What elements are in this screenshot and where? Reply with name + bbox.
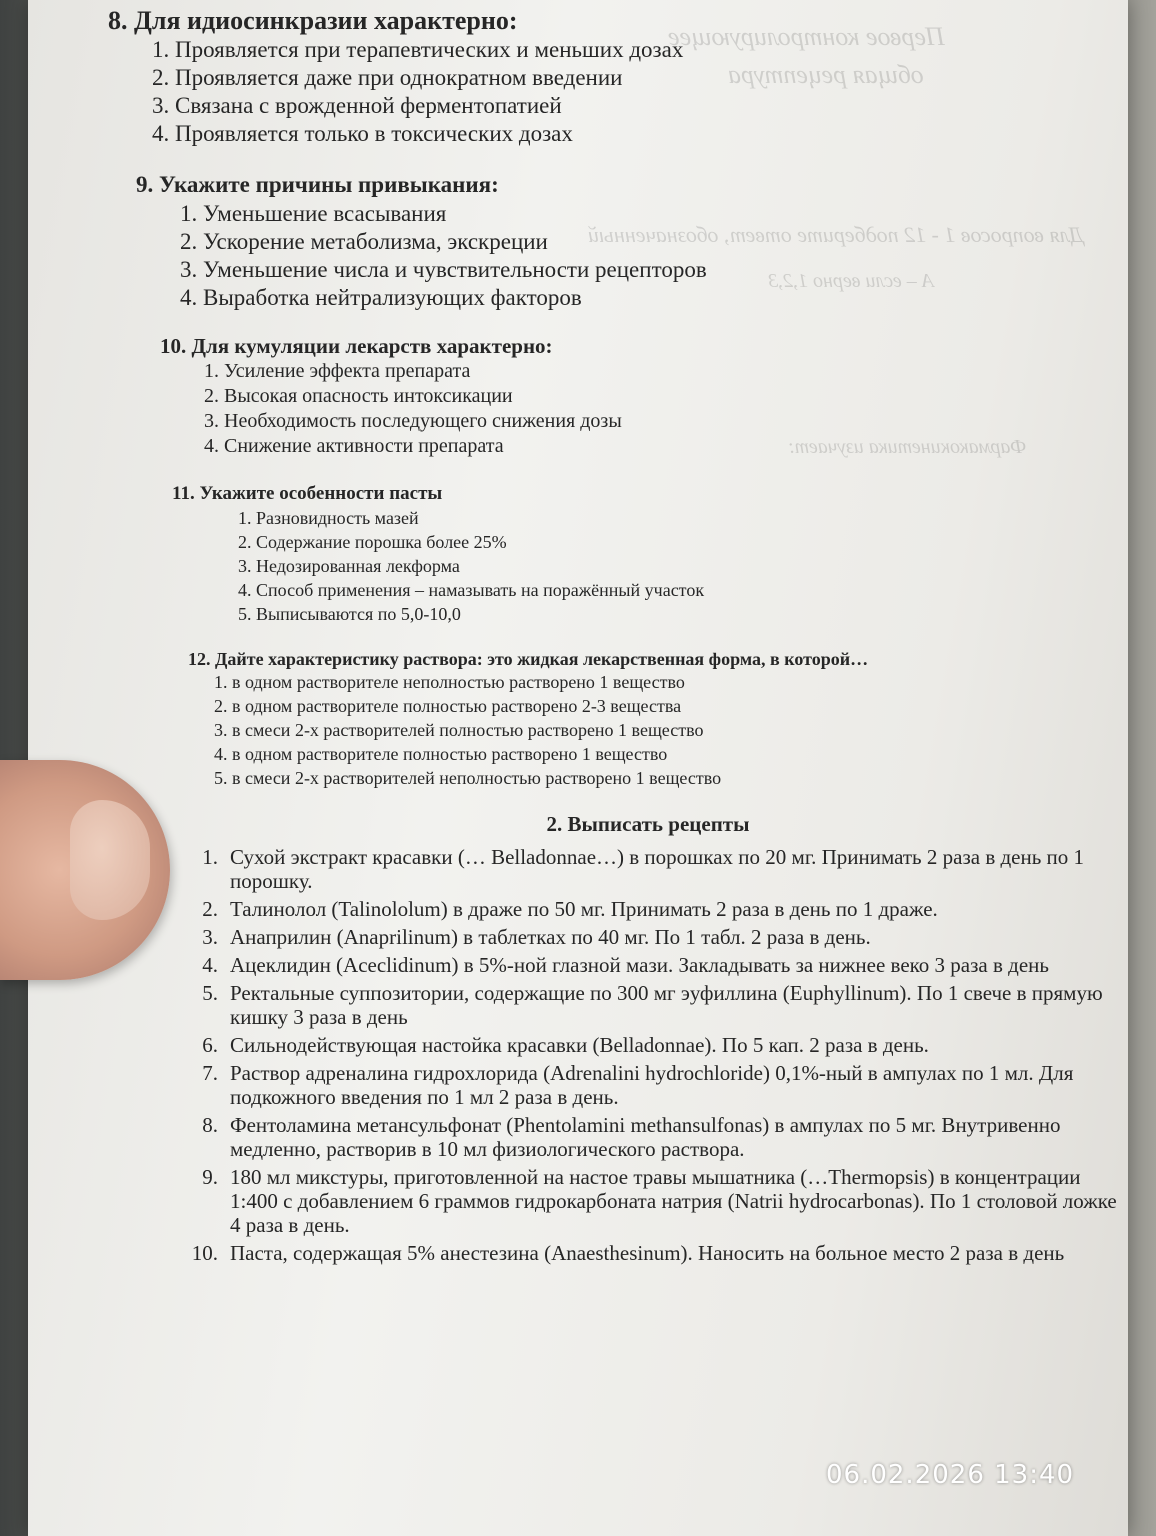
prescription-item bbox=[168, 1113, 1128, 1161]
prescription-text: Сильнодействующая настойка красавки (Belladonnae). По 5 кап. 2 раза в день. bbox=[230, 1033, 929, 1057]
prescription-text: Сухой экстракт красавки (… Belladonnae…) в порошках по 20 мг. Принимать 2 раза в день по 1 порошку. bbox=[230, 845, 1085, 893]
prescription-number: 8. bbox=[202, 1113, 218, 1137]
bleed-through-text: Первое контролирующее bbox=[668, 22, 945, 51]
prescription-number: 7. bbox=[202, 1061, 218, 1085]
prescription-item bbox=[168, 1061, 1128, 1109]
prescription-text: Анаприлин (Anaprilinum) в таблетках по 40 мг. По 1 табл. 2 раза в день. bbox=[230, 925, 871, 949]
option: 5. в смеси 2-х растворителей неполностью растворено 1 вещество bbox=[214, 768, 722, 788]
option: 3. Уменьшение числа и чувствительности рецепторов bbox=[180, 257, 707, 282]
prescription-number: 2. bbox=[202, 897, 218, 921]
document-content bbox=[108, 6, 1118, 1269]
option: 4. Проявляется только в токсических дозах bbox=[152, 121, 573, 146]
option: 1. в одном растворителе неполностью растворено 1 вещество bbox=[214, 672, 685, 692]
prescription-text: Паста, содержащая 5% анестезина (Anaesthesinum). Наносить на больное место 2 раза в день bbox=[230, 1241, 1065, 1265]
option: 3. Связана с врожденной ферментопатией bbox=[152, 93, 562, 118]
section-title: 2. Выписать рецепты bbox=[546, 812, 750, 836]
bleed-through-text: общая рецептура bbox=[728, 60, 924, 89]
question-title: 11. Укажите особенности пасты bbox=[172, 483, 443, 504]
question-title: 12. Дайте характеристику раствора: это жидкая лекарственная форма, в которой… bbox=[188, 649, 869, 669]
option: 3. в смеси 2-х растворителей полностью растворено 1 вещество bbox=[214, 720, 704, 740]
option: 1. Усиление эффекта препарата bbox=[204, 360, 471, 382]
option: 3. Недозированная лекформа bbox=[238, 556, 460, 576]
paper-sheet bbox=[28, 0, 1128, 1536]
question-8 bbox=[108, 6, 1118, 148]
photo-timestamp: 06.02.2026 13:40 bbox=[826, 1460, 1075, 1490]
question-title: 8. Для идиосинкразии характерно: bbox=[108, 6, 518, 35]
option: 2. в одном растворителе полностью растворено 2-3 вещества bbox=[214, 696, 682, 716]
prescription-item bbox=[168, 981, 1128, 1029]
bleed-through-text: Фармакокинетика изучает: bbox=[788, 436, 1027, 458]
question-title: 10. Для кумуляции лекарств характерно: bbox=[160, 334, 553, 358]
option: 2. Высокая опасность интоксикации bbox=[204, 385, 513, 407]
prescription-text: Ректальные суппозитории, содержащие по 300 мг эуфиллина (Euphyllinum). По 1 свече в прямую кишку 3 раза в день bbox=[230, 981, 1103, 1029]
question-9 bbox=[108, 170, 1118, 312]
prescription-item bbox=[168, 897, 1128, 921]
option: 2. Проявляется даже при однократном введении bbox=[152, 65, 623, 90]
option: 4. Выработка нейтрализующих факторов bbox=[180, 285, 582, 310]
thumbnail-nail bbox=[70, 800, 150, 920]
option: 1. Уменьшение всасывания bbox=[180, 201, 447, 226]
option: 2. Содержание порошка более 25% bbox=[238, 532, 507, 552]
prescription-item bbox=[168, 845, 1128, 893]
prescription-text: Фентоламина метансульфонат (Phentolamini methansulfonas) в ампулах по 5 мг. Внутривенно медленно, растворив в 10 мл физиологического раствора. bbox=[230, 1113, 1061, 1161]
option: 1. Проявляется при терапевтических и меньших дозах bbox=[152, 37, 684, 62]
prescription-item bbox=[168, 925, 1128, 949]
prescription-number: 10. bbox=[191, 1241, 218, 1265]
prescription-text: Ацеклидин (Aceclidinum) в 5%-ной глазной мази. Закладывать за нижнее веко 3 раза в день bbox=[230, 953, 1049, 977]
prescription-number: 4. bbox=[202, 953, 218, 977]
option: 4. Снижение активности препарата bbox=[204, 435, 504, 457]
prescription-item bbox=[168, 1241, 1128, 1265]
question-title: 9. Укажите причины привыкания: bbox=[136, 172, 499, 197]
question-10 bbox=[108, 334, 1118, 459]
prescription-number: 6. bbox=[202, 1033, 218, 1057]
section-2 bbox=[108, 812, 1128, 1265]
prescription-text: Талинолол (Talinololum) в драже по 50 мг. Принимать 2 раза в день по 1 драже. bbox=[230, 897, 938, 921]
prescription-number: 1. bbox=[202, 845, 218, 869]
bleed-through-text: А – если верно 1,2,3 bbox=[768, 270, 934, 292]
option: 4. в одном растворителе полностью растворено 1 вещество bbox=[214, 744, 668, 764]
option: 5. Выписываются по 5,0-10,0 bbox=[238, 604, 461, 624]
prescription-number: 9. bbox=[202, 1165, 218, 1189]
option: 4. Способ применения – намазывать на поражённый участок bbox=[238, 580, 705, 600]
prescription-text: Раствор адреналина гидрохлорида (Adrenalini hydrochloride) 0,1%-ный в ампулах по 1 мл. Для подкожного введения по 1 мл 2 раза в день. bbox=[230, 1061, 1074, 1109]
option: 1. Разновидность мазей bbox=[238, 508, 419, 528]
prescription-item bbox=[168, 1033, 1128, 1057]
question-12 bbox=[108, 648, 1048, 790]
option: 3. Необходимость последующего снижения дозы bbox=[204, 410, 622, 432]
prescription-number: 5. bbox=[202, 981, 218, 1005]
question-11 bbox=[108, 481, 1118, 626]
prescription-item bbox=[168, 953, 1128, 977]
prescription-item bbox=[168, 1165, 1128, 1237]
prescription-text: 180 мл микстуры, приготовленной на настое травы мышатника (…Thermopsis) в концентрации 1:400 с добавлением 6 граммов гидрокарбоната натрия (Natrii hydrocarbonas). По 1 столовой ложке 4 раза в день. bbox=[230, 1165, 1117, 1237]
prescription-number: 3. bbox=[202, 925, 218, 949]
option: 2. Ускорение метаболизма, экскреции bbox=[180, 229, 548, 254]
bleed-through-text: Для вопросов 1 - 12 подберите ответ, обозначенный bbox=[588, 222, 1084, 247]
